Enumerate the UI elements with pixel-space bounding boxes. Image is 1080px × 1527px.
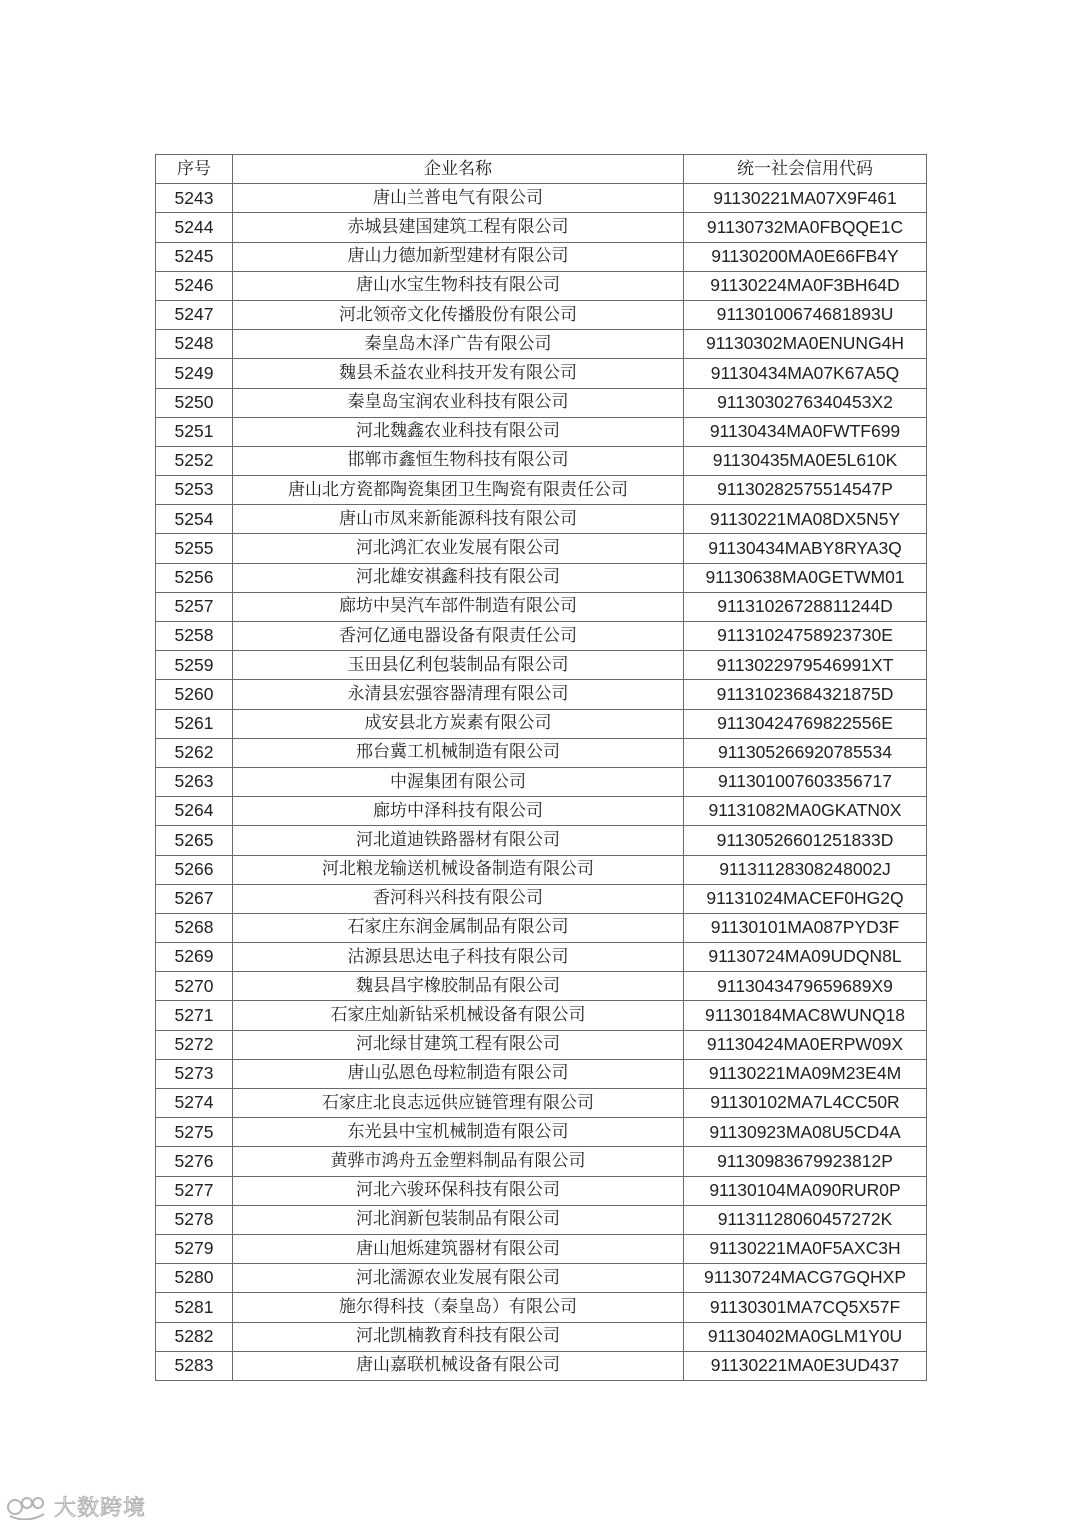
row-company-name: 河北濡源农业发展有限公司 [233,1264,684,1293]
table-row [156,797,927,826]
row-credit-code: 91130435MA0E5L610K [684,446,927,475]
table-row [156,855,927,884]
row-company-name: 唐山水宝生物科技有限公司 [233,271,684,300]
row-company-name: 香河亿通电器设备有限责任公司 [233,622,684,651]
row-serial-number: 5271 [156,1001,233,1030]
row-company-name: 沽源县思达电子科技有限公司 [233,943,684,972]
row-credit-code: 91130424MA0ERPW09X [684,1030,927,1059]
row-credit-code: 91130282575514547P [684,476,927,505]
row-credit-code: 91131024MACEF0HG2Q [684,884,927,913]
row-credit-code: 91130434MA0FWTF699 [684,417,927,446]
table-row [156,1322,927,1351]
row-credit-code: 91130923MA08U5CD4A [684,1118,927,1147]
row-company-name: 成安县北方炭素有限公司 [233,709,684,738]
row-company-name: 邢台冀工机械制造有限公司 [233,738,684,767]
table-row [156,1351,927,1380]
row-credit-code: 91130221MA0E3UD437 [684,1351,927,1380]
row-company-name: 唐山弘恩色母粒制造有限公司 [233,1059,684,1088]
row-company-name: 廊坊中泽科技有限公司 [233,797,684,826]
row-serial-number: 5260 [156,680,233,709]
row-serial-number: 5275 [156,1118,233,1147]
table-row [156,1205,927,1234]
table-row [156,913,927,942]
row-company-name: 唐山力德加新型建材有限公司 [233,242,684,271]
row-serial-number: 5268 [156,913,233,942]
table-row [156,388,927,417]
row-company-name: 河北凯楠教育科技有限公司 [233,1322,684,1351]
row-credit-code: 91130434MABY8RYA3Q [684,534,927,563]
row-company-name: 河北鸿汇农业发展有限公司 [233,534,684,563]
row-company-name: 河北粮龙输送机械设备制造有限公司 [233,855,684,884]
row-credit-code: 91131023684321875D [684,680,927,709]
table-row [156,592,927,621]
row-credit-code: 9113030276340453X2 [684,388,927,417]
brand-logo-icon [6,1494,48,1520]
row-serial-number: 5251 [156,417,233,446]
table-row [156,417,927,446]
row-credit-code: 91130104MA090RUR0P [684,1176,927,1205]
row-serial-number: 5276 [156,1147,233,1176]
table-row [156,563,927,592]
row-credit-code: 91130301MA7CQ5X57F [684,1293,927,1322]
row-credit-code: 91130100674681893U [684,300,927,329]
row-company-name: 黄骅市鸿舟五金塑料制品有限公司 [233,1147,684,1176]
table-header [156,155,927,184]
row-company-name: 唐山市凤来新能源科技有限公司 [233,505,684,534]
table-row [156,826,927,855]
row-serial-number: 5247 [156,300,233,329]
table-row [156,738,927,767]
row-credit-code: 9113022979546991XT [684,651,927,680]
row-company-name: 唐山嘉联机械设备有限公司 [233,1351,684,1380]
table-row [156,622,927,651]
header-credit-code: 统一社会信用代码 [684,155,927,184]
table-row [156,184,927,213]
row-serial-number: 5281 [156,1293,233,1322]
row-company-name: 石家庄灿新钻采机械设备有限公司 [233,1001,684,1030]
row-credit-code: 91130983679923812P [684,1147,927,1176]
row-company-name: 香河科兴科技有限公司 [233,884,684,913]
row-credit-code: 91130200MA0E66FB4Y [684,242,927,271]
row-serial-number: 5265 [156,826,233,855]
table-row [156,534,927,563]
row-credit-code: 91130102MA7L4CC50R [684,1089,927,1118]
row-company-name: 石家庄北良志远供应链管理有限公司 [233,1089,684,1118]
row-credit-code: 91130221MA07X9F461 [684,184,927,213]
row-serial-number: 5274 [156,1089,233,1118]
table-row [156,476,927,505]
row-serial-number: 5244 [156,213,233,242]
row-serial-number: 5246 [156,271,233,300]
row-serial-number: 5279 [156,1234,233,1263]
table-row [156,680,927,709]
table-row [156,1293,927,1322]
row-serial-number: 5280 [156,1264,233,1293]
row-company-name: 赤城县建国建筑工程有限公司 [233,213,684,242]
row-credit-code: 91130302MA0ENUNG4H [684,330,927,359]
row-serial-number: 5243 [156,184,233,213]
header-company-name: 企业名称 [233,155,684,184]
table-row [156,943,927,972]
row-credit-code: 91130402MA0GLM1Y0U [684,1322,927,1351]
row-credit-code: 91130224MA0F3BH64D [684,271,927,300]
row-credit-code: 91130221MA08DX5N5Y [684,505,927,534]
row-serial-number: 5253 [156,476,233,505]
table-row [156,1059,927,1088]
row-company-name: 河北魏鑫农业科技有限公司 [233,417,684,446]
row-serial-number: 5264 [156,797,233,826]
row-serial-number: 5282 [156,1322,233,1351]
row-credit-code: 91130100760335671​7 [684,767,927,796]
table-row [156,330,927,359]
row-serial-number: 5252 [156,446,233,475]
row-company-name: 河北道迪铁路器材有限公司 [233,826,684,855]
table-row [156,1001,927,1030]
row-serial-number: 5277 [156,1176,233,1205]
row-serial-number: 5283 [156,1351,233,1380]
table-body [156,184,927,1381]
row-credit-code: 91130724MACG7GQHXP [684,1264,927,1293]
row-company-name: 河北领帝文化传播股份有限公司 [233,300,684,329]
row-company-name: 河北润新包装制品有限公司 [233,1205,684,1234]
row-company-name: 邯郸市鑫恒生物科技有限公司 [233,446,684,475]
row-credit-code: 91131026728811244D [684,592,927,621]
row-company-name: 中渥集团有限公司 [233,767,684,796]
row-company-name: 魏县禾益农业科技开发有限公司 [233,359,684,388]
row-credit-code: 91130221MA0F5AXC3H [684,1234,927,1263]
row-serial-number: 5263 [156,767,233,796]
row-company-name: 魏县昌宇橡胶制品有限公司 [233,972,684,1001]
row-company-name: 唐山北方瓷都陶瓷集团卫生陶瓷有限责任公司 [233,476,684,505]
table-row [156,359,927,388]
table-row [156,271,927,300]
row-serial-number: 5245 [156,242,233,271]
row-credit-code: 91130526692078553​4 [684,738,927,767]
row-credit-code: 91130101MA087PYD3F [684,913,927,942]
header-serial-number: 序号 [156,155,233,184]
row-company-name: 秦皇岛木泽广告有限公司 [233,330,684,359]
table-row [156,505,927,534]
row-company-name: 唐山旭烁建筑器材有限公司 [233,1234,684,1263]
row-company-name: 河北六骏环保科技有限公司 [233,1176,684,1205]
enterprise-list-table [155,154,927,1381]
table-row [156,1264,927,1293]
table-row [156,972,927,1001]
table-row [156,709,927,738]
row-credit-code: 91130221MA09M23E4M [684,1059,927,1088]
row-serial-number: 5249 [156,359,233,388]
row-serial-number: 5250 [156,388,233,417]
row-company-name: 河北雄安祺鑫科技有限公司 [233,563,684,592]
row-credit-code: 91130434MA07K67A5Q [684,359,927,388]
row-serial-number: 5262 [156,738,233,767]
table-row [156,446,927,475]
row-serial-number: 5261 [156,709,233,738]
table-row [156,1176,927,1205]
row-credit-code: 91130724MA09UDQN8L [684,943,927,972]
table-row [156,242,927,271]
row-serial-number: 5258 [156,622,233,651]
watermark-text: 大数跨境 [54,1496,147,1521]
row-serial-number: 5273 [156,1059,233,1088]
row-company-name: 廊坊中昊汽车部件制造有限公司 [233,592,684,621]
row-credit-code: 91130638MA0GETWM01 [684,563,927,592]
row-company-name: 秦皇岛宝润农业科技有限公司 [233,388,684,417]
row-serial-number: 5266 [156,855,233,884]
row-credit-code: 91131128060457272K [684,1205,927,1234]
table-row [156,651,927,680]
row-credit-code: 91131082MA0GKATN0X [684,797,927,826]
row-company-name: 施尔得科技（秦皇岛）有限公司 [233,1293,684,1322]
row-serial-number: 5278 [156,1205,233,1234]
row-company-name: 石家庄东润金属制品有限公司 [233,913,684,942]
row-serial-number: 5257 [156,592,233,621]
watermark [6,1491,146,1522]
header-row [156,155,927,184]
row-serial-number: 5270 [156,972,233,1001]
table-row [156,884,927,913]
row-serial-number: 5269 [156,943,233,972]
row-credit-code: 9113043479659689X9 [684,972,927,1001]
table-row [156,1089,927,1118]
table-row [156,1030,927,1059]
row-company-name: 东光县中宝机械制造有限公司 [233,1118,684,1147]
row-credit-code: 91131024758923730E [684,622,927,651]
row-credit-code: 91130424769822556E [684,709,927,738]
row-serial-number: 5272 [156,1030,233,1059]
table-row [156,300,927,329]
row-serial-number: 5256 [156,563,233,592]
row-serial-number: 5255 [156,534,233,563]
table-row [156,1234,927,1263]
row-company-name: 玉田县亿利包装制品有限公司 [233,651,684,680]
row-credit-code: 91130732MA0FBQQE1C [684,213,927,242]
row-company-name: 河北绿甘建筑工程有限公司 [233,1030,684,1059]
table-row [156,213,927,242]
row-credit-code: 91130526601251833D [684,826,927,855]
table-row [156,767,927,796]
row-serial-number: 5248 [156,330,233,359]
row-serial-number: 5267 [156,884,233,913]
table-row [156,1118,927,1147]
row-credit-code: 91130184MAC8WUNQ18 [684,1001,927,1030]
row-serial-number: 5259 [156,651,233,680]
row-serial-number: 5254 [156,505,233,534]
row-company-name: 永清县宏强容器清理有限公司 [233,680,684,709]
row-company-name: 唐山兰普电气有限公司 [233,184,684,213]
table-row [156,1147,927,1176]
row-credit-code: 91131128308248002J [684,855,927,884]
